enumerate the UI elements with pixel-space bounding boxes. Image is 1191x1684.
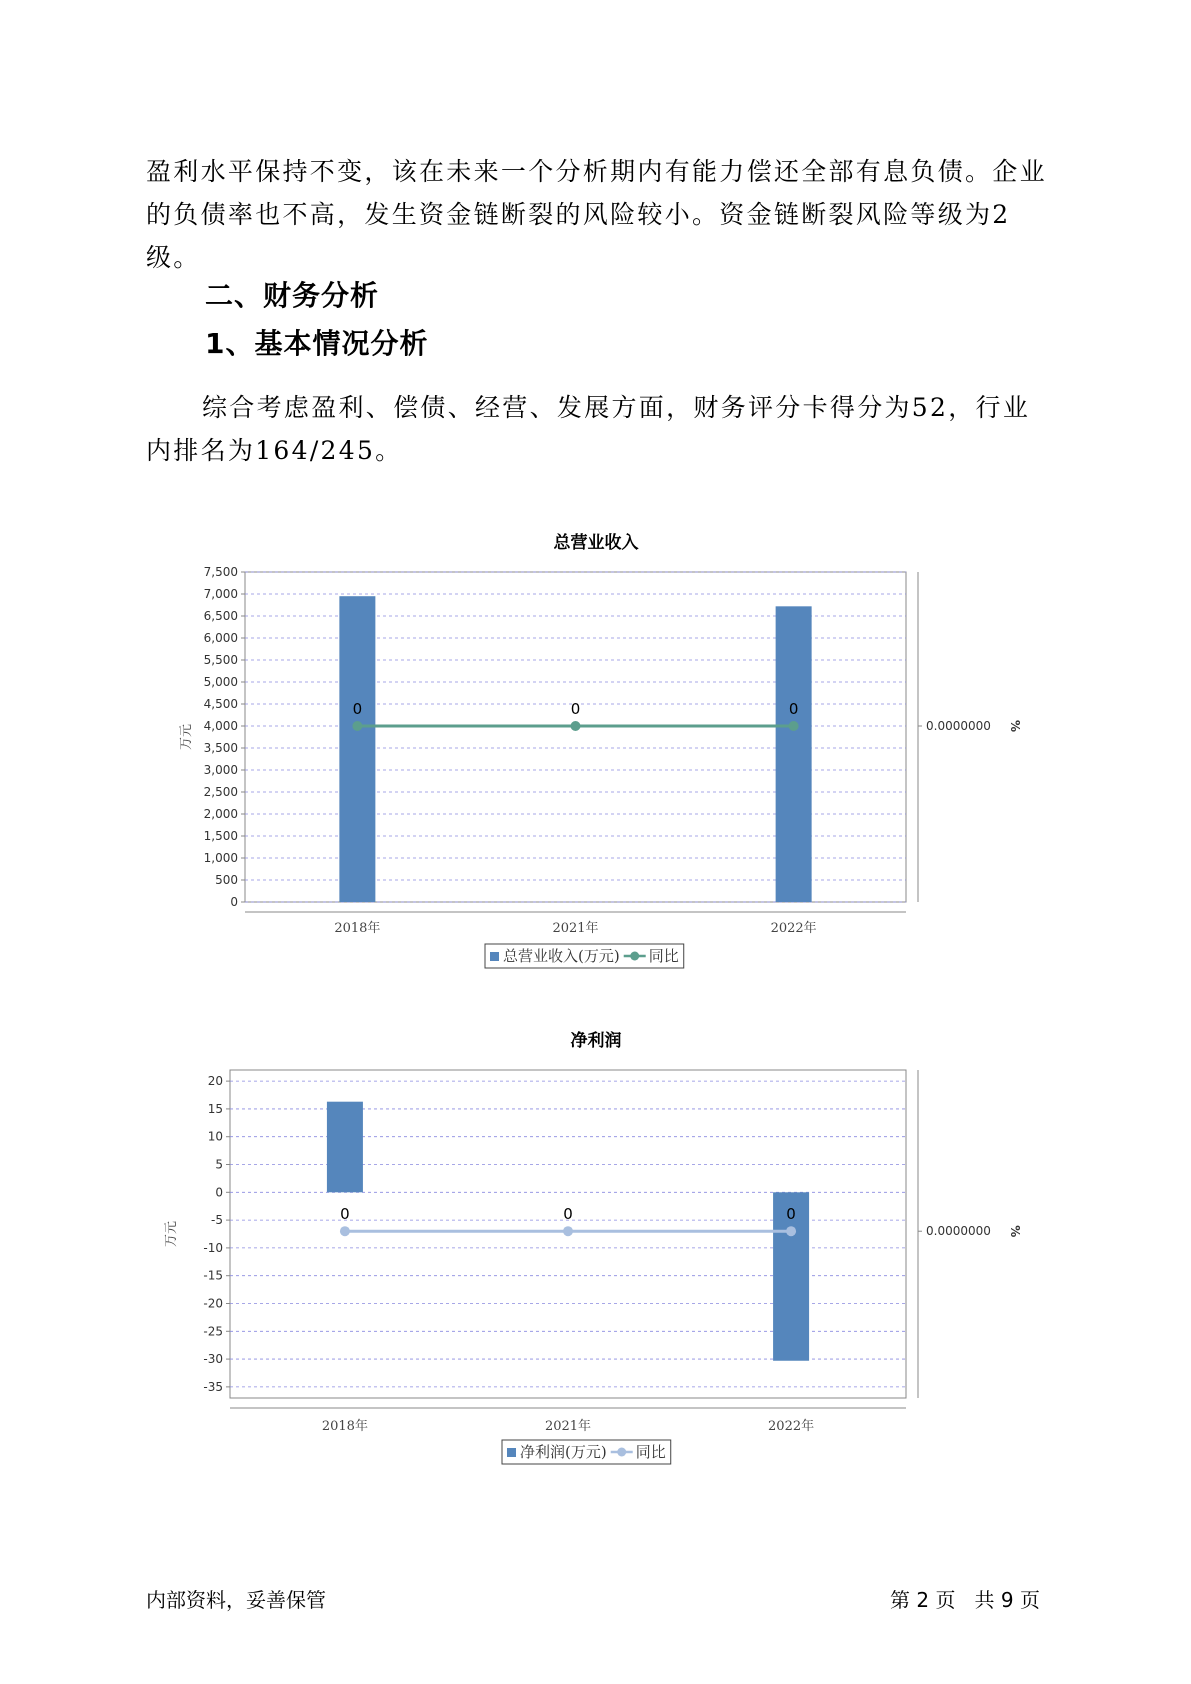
subsection-heading: 1、基本情况分析 (205, 327, 429, 360)
y-tick-label: 500 (215, 873, 238, 887)
y-tick-label: 6,500 (203, 609, 238, 623)
y-tick-label: 2,500 (203, 785, 238, 799)
yoy-data-label: 0 (788, 700, 799, 718)
revenue-chart-svg (0, 520, 1191, 980)
y-tick-label: -10 (203, 1240, 223, 1255)
yoy-point (340, 1226, 350, 1236)
yoy-point (789, 721, 799, 731)
bar-2018年 (339, 596, 375, 902)
net-profit-chart-svg (0, 1020, 1191, 1480)
y-tick-label: -15 (203, 1268, 223, 1283)
legend-bar-label: 净利润(万元) (520, 1443, 607, 1461)
y-tick-label: 2,000 (203, 807, 238, 821)
yoy-data-label: 0 (570, 700, 581, 718)
y-axis-label: 万元 (179, 723, 194, 751)
footer-page-number: 第 2 页 共 9 页 (890, 1588, 1040, 1612)
secondary-tick-label: 0.0000000 (926, 719, 991, 733)
secondary-axis-label: % (1008, 1225, 1022, 1238)
legend-bar-swatch (507, 1448, 516, 1457)
yoy-data-label: 0 (340, 1205, 350, 1224)
y-tick-label: 0 (230, 895, 238, 909)
yoy-point (571, 721, 581, 731)
y-tick-label: 5,500 (203, 653, 238, 667)
y-tick-label: 7,000 (203, 587, 238, 601)
y-tick-label: -35 (203, 1379, 223, 1394)
y-tick-label: 1,000 (203, 851, 238, 865)
yoy-point (352, 721, 362, 731)
x-tick-label: 2021年 (544, 1419, 592, 1434)
y-tick-label: -30 (203, 1352, 223, 1367)
y-tick-label: -20 (203, 1296, 223, 1311)
legend-bar-swatch (490, 952, 499, 961)
y-tick-label: 3,500 (203, 741, 238, 755)
x-tick-label: 2018年 (334, 921, 381, 936)
legend-line-marker (617, 1448, 626, 1457)
y-tick-label: 5 (215, 1157, 223, 1172)
legend-bar-label: 总营业收入(万元) (503, 947, 620, 965)
paragraph-risk-summary: 盈利水平保持不变，该在未来一个分析期内有能力偿还全部有息负债。企业的负债率也不高，发生资金链断裂的风险较小。资金链断裂风险等级为2级。 (146, 157, 1047, 272)
y-tick-label: 15 (207, 1101, 223, 1116)
chart-title: 净利润 (570, 1031, 622, 1051)
section-heading: 二、财务分析 (205, 279, 380, 312)
footer-confidential: 内部资料，妥善保管 (146, 1588, 326, 1612)
secondary-tick-label: 0.0000000 (926, 1224, 991, 1239)
y-tick-label: 4,500 (203, 697, 238, 711)
y-tick-label: 7,500 (203, 565, 238, 579)
yoy-point (563, 1226, 573, 1236)
y-axis-label: 万元 (164, 1220, 179, 1248)
legend-line-marker (630, 952, 639, 961)
legend-line-label: 同比 (635, 1443, 666, 1461)
y-tick-label: 5,000 (203, 675, 238, 689)
paragraph-score-summary: 综合考虑盈利、偿债、经营、发展方面，财务评分卡得分为52，行业内排名为164/245。 (146, 393, 1031, 465)
chart-title: 总营业收入 (553, 533, 639, 553)
secondary-axis-label: % (1008, 719, 1022, 733)
y-tick-label: 10 (207, 1129, 223, 1144)
x-tick-label: 2022年 (768, 1419, 815, 1434)
y-tick-label: 20 (207, 1074, 223, 1089)
y-tick-label: -25 (203, 1324, 223, 1339)
yoy-point (786, 1226, 796, 1236)
y-tick-label: 4,000 (203, 719, 238, 733)
legend-line-label: 同比 (648, 947, 679, 965)
revenue-chart (0, 520, 1191, 980)
y-tick-label: 6,000 (203, 631, 238, 645)
yoy-data-label: 0 (352, 700, 363, 718)
bar-2018年 (327, 1102, 363, 1193)
yoy-data-label: 0 (786, 1205, 796, 1224)
y-tick-label: 3,000 (203, 763, 238, 777)
y-tick-label: 0 (215, 1185, 223, 1200)
x-tick-label: 2021年 (552, 921, 599, 936)
x-tick-label: 2018年 (321, 1419, 368, 1434)
y-tick-label: -5 (211, 1213, 223, 1228)
y-tick-label: 1,500 (203, 829, 238, 843)
yoy-data-label: 0 (563, 1205, 573, 1224)
x-tick-label: 2022年 (770, 921, 817, 936)
net-profit-chart (0, 1020, 1191, 1480)
bar-2022年 (776, 606, 812, 902)
